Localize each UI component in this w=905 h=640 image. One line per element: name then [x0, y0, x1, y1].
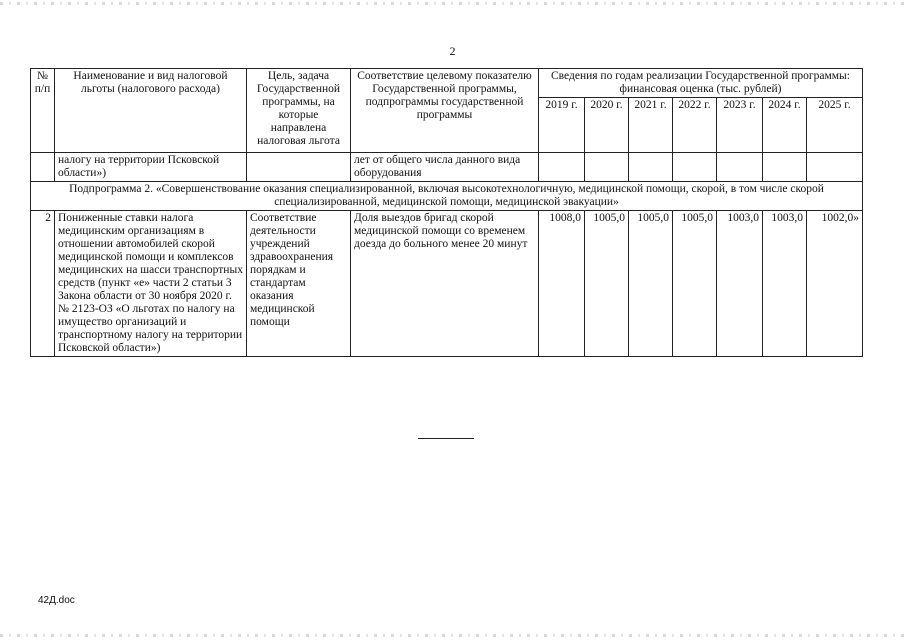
page-number: 2: [449, 44, 456, 58]
header-name: Наименование и вид налоговой льготы (налогового расхода): [55, 69, 247, 153]
header-year: 2022 г.: [673, 98, 717, 153]
header-num: № п/п: [31, 69, 55, 153]
header-goal: Цель, задача Государственной программы, на которые направлена налоговая льгота: [247, 69, 351, 153]
cont-value: [717, 153, 763, 182]
scan-noise-bottom: [0, 634, 905, 637]
header-year: 2019 г.: [539, 98, 585, 153]
header-year: 2024 г.: [763, 98, 807, 153]
cont-value: [807, 153, 863, 182]
cont-value: [763, 153, 807, 182]
subprogram-row: [31, 182, 863, 211]
header-year: 2021 г.: [629, 98, 673, 153]
header-year: 2023 г.: [717, 98, 763, 153]
row-value: 1005,0: [673, 211, 717, 357]
cont-name: налогу на территории Псковской области»): [55, 153, 247, 182]
header-year: 2025 г.: [807, 98, 863, 153]
header-indicator: Соответствие целевому показателю Государственной программы, подпрограммы государственной программы: [351, 69, 539, 153]
tax-benefit-table: [30, 68, 863, 357]
cont-value: [585, 153, 629, 182]
row-value: 1005,0: [585, 211, 629, 357]
row-goal: Соответствие деятельности учреждений здравоохранения порядкам и стандартам оказания медицинской помощи: [247, 211, 351, 357]
cont-value: [629, 153, 673, 182]
continuation-row: [31, 153, 863, 182]
header-row: [31, 69, 863, 98]
row-value: 1003,0: [717, 211, 763, 357]
cont-indicator: лет от общего числа данного вида оборудования: [351, 153, 539, 182]
row-value: 1003,0: [763, 211, 807, 357]
header-year: 2020 г.: [585, 98, 629, 153]
cont-value: [673, 153, 717, 182]
header-years-group: Сведения по годам реализации Государственной программы: финансовая оценка (тыс. рублей): [539, 69, 863, 98]
row-indicator: Доля выездов бригад скорой медицинской помощи со временем доезда до больного менее 20 минут: [351, 211, 539, 357]
row-value: 1002,0»: [807, 211, 863, 357]
row-name: Пониженные ставки налога медицинским организациям в отношении автомобилей скорой медицинской помощи и комплексов медицинских на шасси транспортных средств (пункт «е» части 2 статьи 3 Закона области от 30 ноября 2020 г. № 2123-ОЗ «О льготах по налогу на имущество организаций и транспортному налогу на территории Псковской области»): [55, 211, 247, 357]
row-value: 1005,0: [629, 211, 673, 357]
cont-value: [539, 153, 585, 182]
scan-noise-top: [0, 2, 905, 5]
cont-goal: [247, 153, 351, 182]
row-num: 2: [31, 211, 55, 357]
footer-filename: 42Д.doc: [38, 595, 75, 606]
cont-num: [31, 153, 55, 182]
table-row: [31, 211, 863, 357]
subprogram-title: Подпрограмма 2. «Совершенствование оказания специализированной, включая высокотехнологичную, медицинской помощи, скорой, в том числе скорой специализированной, медицинской помощи, медицинской эвакуации»: [31, 182, 863, 211]
row-value: 1008,0: [539, 211, 585, 357]
end-divider: [418, 438, 474, 439]
